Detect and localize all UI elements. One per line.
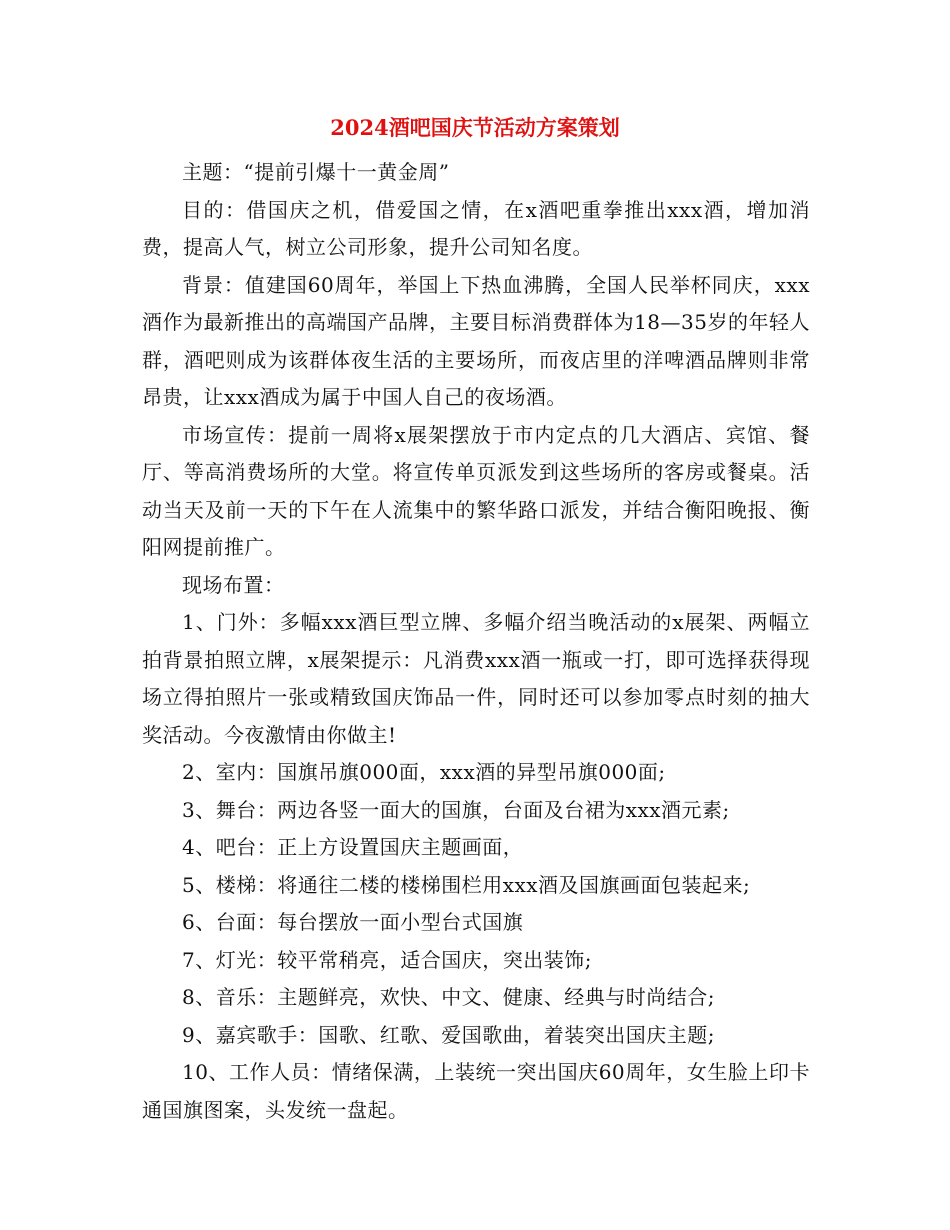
list-item-lighting: 7、灯光：较平常稍亮，适合国庆，突出装饰; xyxy=(182,947,592,972)
paragraph-marketing: 市场宣传：提前一周将x展架摆放于市内定点的几大酒店、宾馆、餐厅、等高消费场所的大堂。将宣传单页派发到这些场所的客房或餐桌。活动当天及前一天的下午在人流集中的繁华路口派发，并结合衡阳晚报、衡阳网提前推广。 xyxy=(142,422,810,559)
list-item-staff: 10、工作人员：情绪保满，上装统一突出国庆60周年，女生脸上印卡通国旗图案，头发统一盘起。 xyxy=(142,1060,810,1122)
list-item-indoor: 2、室内：国旗吊旗000面，xxx酒的异型吊旗000面; xyxy=(182,760,666,784)
paragraph-purpose: 目的：借国庆之机，借爱国之情，在x酒吧重拳推出xxx酒，增加消费，提高人气，树立公司形象，提升公司知名度。 xyxy=(142,197,810,259)
list-item-tables: 6、台面：每台摆放一面小型台式国旗 xyxy=(182,910,524,934)
list-item-stage: 3、舞台：两边各竖一面大的国旗，台面及台裙为xxx酒元素; xyxy=(182,797,730,822)
document-title: 2024酒吧国庆节活动方案策划 xyxy=(330,115,620,140)
list-item-stairs: 5、楼梯：将通往二楼的楼梯围栏用xxx酒及国旗画面包装起来; xyxy=(182,872,751,897)
document-body xyxy=(142,154,810,1129)
list-item-outside: 1、门外：多幅xxx酒巨型立牌、多幅介绍当晚活动的x展架、两幅立拍背景拍照立牌，x展架提示：凡消费xxx酒一瓶或一打，即可选择获得现场立得拍照片一张或精致国庆饰品一件，同时还可以参加零点时刻的抽大奖活动。今夜激情由你做主! xyxy=(142,610,810,747)
list-item-guest-singers: 9、嘉宾歌手：国歌、红歌、爱国歌曲，着装突出国庆主题; xyxy=(182,1022,715,1047)
paragraph-background: 背景：值建国60周年，举国上下热血沸腾，全国人民举杯同庆，xxx酒作为最新推出的高端国产品牌，主要目标消费群体为18—35岁的年轻人群，酒吧则成为该群体夜生活的主要场所，而夜店里的洋啤酒品牌则非常昂贵，让xxx酒成为属于中国人自己的夜场酒。 xyxy=(142,272,810,409)
paragraph-venue-setup-heading: 现场布置： xyxy=(182,572,285,597)
list-item-bar-counter: 4、吧台：正上方设置国庆主题画面， xyxy=(182,835,524,859)
paragraph-theme: 主题：“提前引爆十一黄金周” xyxy=(182,160,450,184)
list-item-music: 8、音乐：主题鲜亮，欢快、中文、健康、经典与时尚结合; xyxy=(182,985,715,1009)
